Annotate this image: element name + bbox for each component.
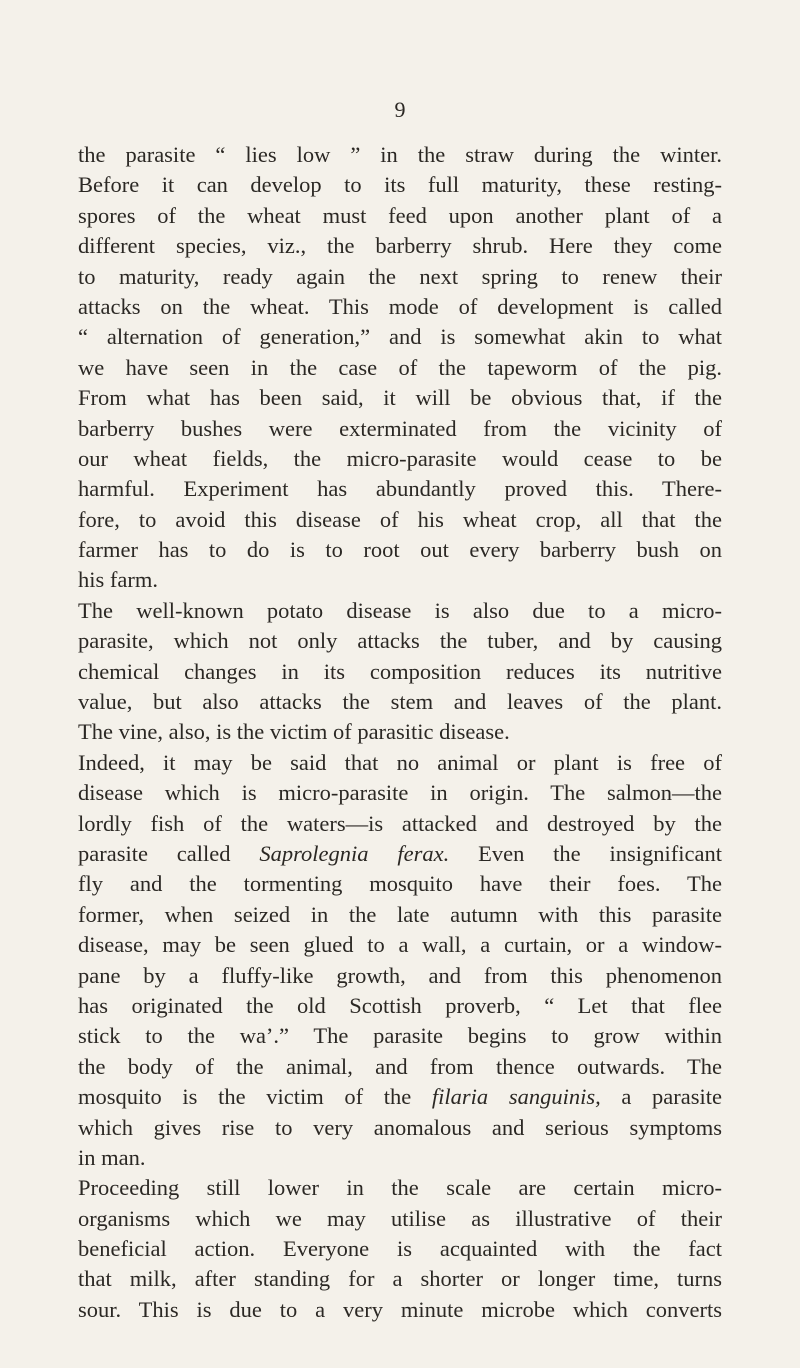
body-text <box>78 140 722 1325</box>
text-line: sour. This is due to a very minute microbe which converts <box>78 1296 722 1322</box>
text-line: Proceeding still lower in the scale are certain micro- <box>78 1175 722 1201</box>
text-line: attacks on the wheat. This mode of development is called <box>78 293 722 319</box>
text-line <box>78 839 722 869</box>
text-line: which gives rise to very anomalous and serious symptoms <box>78 1114 722 1140</box>
text-line: to maturity, ready again the next spring to renew their <box>78 263 722 289</box>
text-line: organisms which we may utilise as illustrative of their <box>78 1205 722 1231</box>
text-line: his farm. <box>78 567 158 593</box>
text-line: that milk, after standing for a shorter or longer time, turns <box>78 1266 722 1292</box>
text-line: lordly fish of the waters—is attacked and destroyed by the <box>78 810 722 836</box>
text-line: fore, to avoid this disease of his wheat crop, all that the <box>78 506 722 532</box>
text-line: different species, viz., the barberry shrub. Here they come <box>78 233 722 259</box>
text-segment: parasite called <box>78 840 260 866</box>
italic-term: Saprolegnia ferax. <box>259 840 450 866</box>
text-line: value, but also attacks the stem and leaves of the plant. <box>78 689 722 715</box>
text-line: has originated the old Scottish proverb, “ Let that flee <box>78 992 722 1018</box>
text-line: we have seen in the case of the tapeworm of the pig. <box>78 354 722 380</box>
text-line: The vine, also, is the victim of parasitic disease. <box>78 719 510 745</box>
text-segment: Even the insignificant <box>449 840 722 866</box>
text-line: From what has been said, it will be obvious that, if the <box>78 385 722 411</box>
text-line: in man. <box>78 1144 146 1170</box>
text-line: barberry bushes were exterminated from the vicinity of <box>78 415 722 441</box>
text-line: chemical changes in its composition reduces its nutritive <box>78 658 722 684</box>
text-line: fly and the tormenting mosquito have their foes. The <box>78 871 722 897</box>
text-line: the body of the animal, and from thence outwards. The <box>78 1053 722 1079</box>
text-line: parasite, which not only attacks the tuber, and by causing <box>78 628 722 654</box>
italic-term: filaria sanguinis, <box>431 1084 601 1110</box>
page-number: 9 <box>394 97 406 122</box>
text-segment: a parasite <box>600 1084 722 1110</box>
text-line <box>78 1082 722 1112</box>
text-segment: mosquito is the victim of the <box>78 1084 432 1110</box>
text-line: the parasite “ lies low ” in the straw during the winter. <box>78 142 722 167</box>
text-line: Before it can develop to its full maturity, these resting- <box>78 172 722 198</box>
text-line: The well-known potato disease is also due to a micro- <box>78 597 722 623</box>
text-line: disease which is micro-parasite in origin. The salmon—the <box>78 780 722 806</box>
text-line: “ alternation of generation,” and is somewhat akin to what <box>78 324 722 350</box>
text-line: disease, may be seen glued to a wall, a curtain, or a window- <box>78 932 722 958</box>
text-line: pane by a fluffy-like growth, and from this phenomenon <box>78 962 722 988</box>
text-line: beneficial action. Everyone is acquainted with the fact <box>78 1236 722 1262</box>
text-line: our wheat fields, the micro-parasite would cease to be <box>78 445 722 471</box>
text-line: stick to the wa’.” The parasite begins to grow within <box>78 1023 722 1049</box>
text-line: spores of the wheat must feed upon another plant of a <box>78 202 722 228</box>
text-line: former, when seized in the late autumn with this parasite <box>78 901 722 927</box>
text-line: Indeed, it may be said that no animal or plant is free of <box>78 749 722 775</box>
text-line: farmer has to do is to root out every barberry bush on <box>78 537 722 563</box>
text-line: harmful. Experiment has abundantly proved this. There- <box>78 476 722 502</box>
